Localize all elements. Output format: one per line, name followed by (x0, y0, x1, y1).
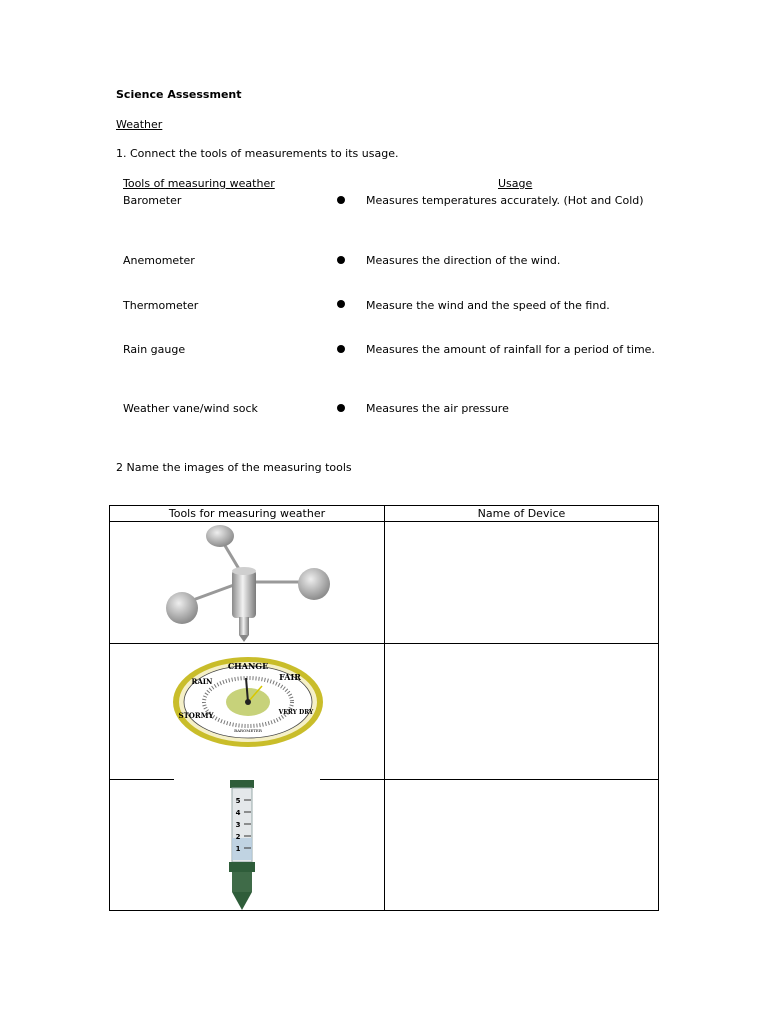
barometer-label: FAIR (279, 672, 301, 682)
rain-gauge-tick: 1 (235, 845, 241, 853)
document-title: Science Assessment (116, 88, 242, 101)
table-column-divider (384, 506, 385, 910)
barometer-label: CHANGE (227, 661, 269, 671)
tool-item: Thermometer (123, 299, 199, 312)
usage-item: Measures the air pressure (366, 402, 509, 415)
bullet-dot (337, 256, 345, 264)
bullet-dot (337, 404, 345, 412)
tool-item: Weather vane/wind sock (123, 402, 258, 415)
anemometer-image (162, 522, 334, 642)
tool-item: Barometer (123, 194, 182, 207)
rain-gauge-tick: 2 (235, 833, 241, 841)
tool-item: Rain gauge (123, 343, 186, 356)
usage-item: Measures the amount of rainfall for a period of time. (366, 343, 655, 356)
rain-gauge-image (174, 778, 320, 910)
bullet-dot (337, 196, 345, 204)
rain-gauge-tick: 4 (235, 809, 241, 817)
question-2-prompt: 2 Name the images of the measuring tools (116, 461, 352, 474)
barometer-label: RAIN (191, 677, 213, 686)
rain-gauge-tick: 5 (235, 797, 241, 805)
usage-item: Measure the wind and the speed of the find. (366, 299, 610, 312)
usage-item: Measures temperatures accurately. (Hot and Cold) (366, 194, 644, 207)
barometer-label: VERY DRY (278, 709, 314, 716)
rain-gauge-tick: 3 (235, 821, 241, 829)
tool-item: Anemometer (123, 254, 195, 267)
question-1-prompt: 1. Connect the tools of measurements to its usage. (116, 147, 399, 160)
barometer-label: STORMY (178, 711, 214, 720)
section-heading: Weather (116, 118, 163, 131)
usage-column-header: Usage (498, 177, 533, 190)
table-header-tools: Tools for measuring weather (168, 507, 326, 520)
bullet-dot (337, 345, 345, 353)
table-row-divider (110, 643, 658, 644)
usage-item: Measures the direction of the wind. (366, 254, 561, 267)
table-header-name: Name of Device (477, 507, 566, 520)
bullet-dot (337, 300, 345, 308)
tools-column-header: Tools of measuring weather (123, 177, 275, 190)
tools-table (109, 505, 659, 911)
barometer-label: BAROMETER (234, 728, 262, 733)
barometer-image (172, 656, 324, 751)
